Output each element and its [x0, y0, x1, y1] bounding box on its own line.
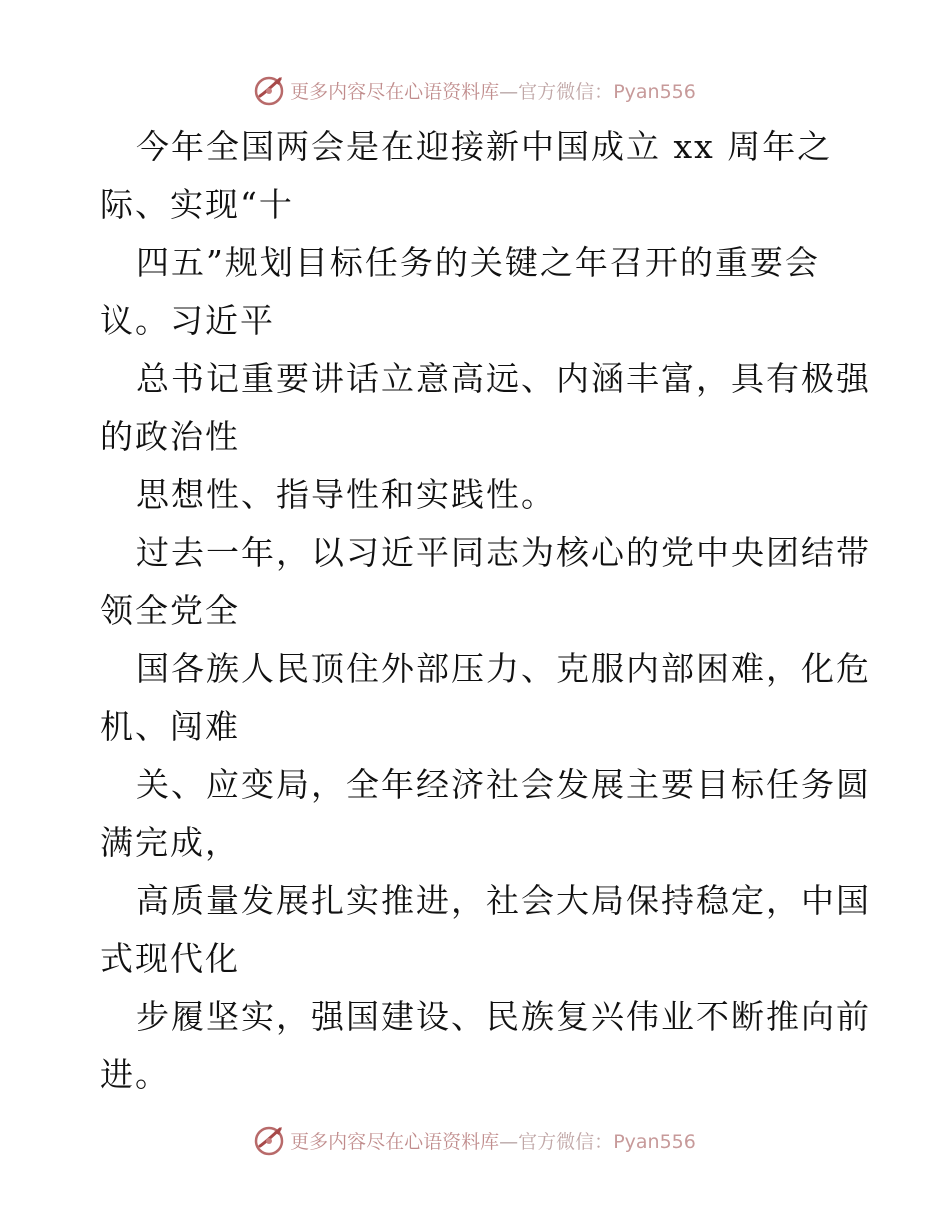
footer-watermark-banner	[0, 1123, 950, 1157]
banner-separator: —	[499, 80, 519, 103]
paragraph-continuation: 的政治性	[100, 417, 240, 456]
paragraph-continuation: 领全党全	[100, 591, 240, 630]
paragraph	[100, 872, 871, 988]
paragraph-continuation: 式现代化	[100, 939, 240, 978]
paragraph	[100, 524, 871, 640]
paragraph-first-line: 高质量发展扎实推进，社会大局保持稳定，中国	[136, 881, 871, 920]
header-watermark-banner	[0, 73, 950, 107]
banner-separator: —	[499, 1130, 519, 1153]
paragraph-first-line: 思想性、指导性和实践性。	[136, 475, 556, 514]
paragraph-continuation: 际、实现“十	[100, 185, 294, 224]
paragraph	[100, 988, 871, 1104]
document-body	[100, 118, 871, 1104]
paragraph	[100, 640, 871, 756]
paragraph-continuation: 满完成，	[100, 823, 240, 862]
paragraph-first-line: 过去一年，以习近平同志为核心的党中央团结带	[136, 533, 871, 572]
paragraph-first-line: 今年全国两会是在迎接新中国成立 xx 周年之	[136, 127, 833, 166]
banner-site-text: 更多内容尽在心语资料库	[290, 1130, 500, 1153]
paragraph-first-line: 关、应变局，全年经济社会发展主要目标任务圆	[136, 765, 871, 804]
paragraph	[100, 234, 860, 350]
paragraph	[100, 350, 871, 466]
paragraph-first-line: 总书记重要讲话立意高远、内涵丰富，具有极强	[136, 359, 871, 398]
paragraph-first-line: 国各族人民顶住外部压力、克服内部困难，化危	[136, 649, 871, 688]
banner-wechat-label: 官方微信：	[518, 80, 614, 103]
paragraph-continuation: 议。习近平	[100, 301, 275, 340]
paragraph-continuation: 进。	[100, 1055, 170, 1094]
banner-account: Pyan556	[613, 1130, 696, 1153]
paragraph-first-line: 步履坚实，强国建设、民族复兴伟业不断推向前	[136, 997, 871, 1036]
paragraph-continuation: 机、闯难	[100, 707, 240, 746]
banner-account: Pyan556	[613, 80, 696, 103]
banner-text	[290, 1127, 696, 1154]
banner-site-text: 更多内容尽在心语资料库	[290, 80, 500, 103]
pen-logo-icon	[254, 1124, 286, 1156]
banner-wechat-label: 官方微信：	[518, 1130, 614, 1153]
paragraph-first-line: 四五”规划目标任务的关键之年召开的重要会	[136, 243, 820, 282]
paragraph	[100, 466, 860, 524]
banner-text	[290, 77, 696, 104]
pen-logo-icon	[254, 74, 286, 106]
paragraph	[100, 756, 871, 872]
paragraph	[100, 118, 860, 234]
